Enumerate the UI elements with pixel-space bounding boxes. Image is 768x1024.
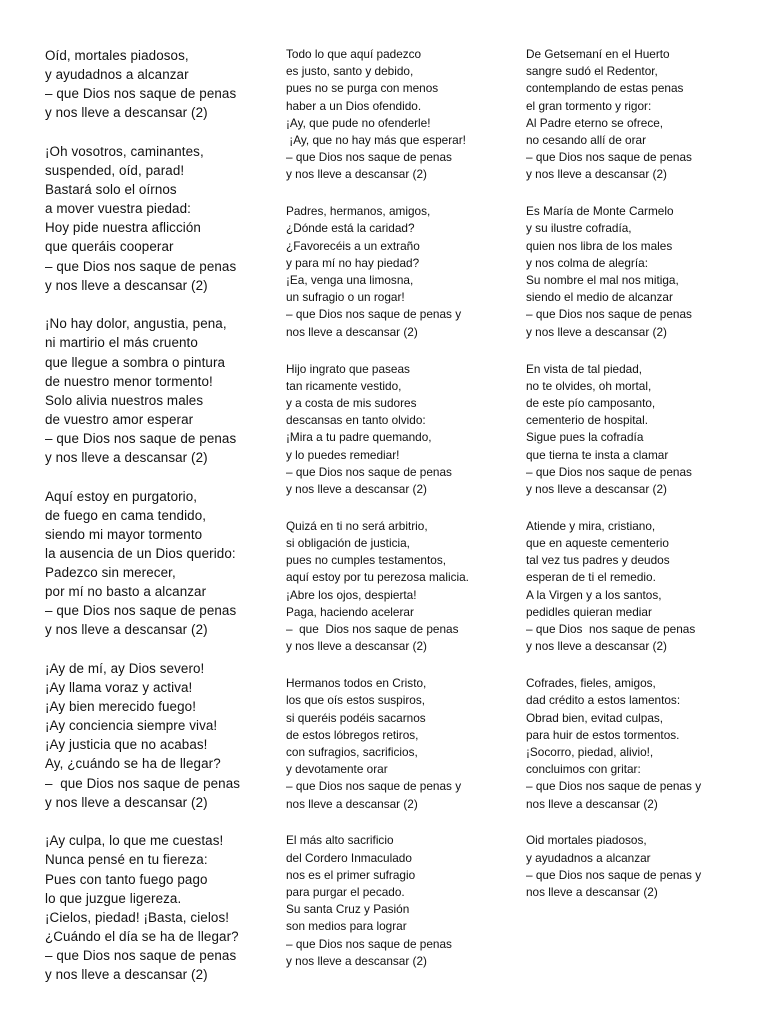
- verse-line: Hoy pide nuestra aflicción: [45, 220, 201, 236]
- verse-line: ¡No hay dolor, angustia, pena,: [45, 316, 227, 332]
- verse-line: del Cordero Inmaculado: [286, 850, 412, 865]
- verse-line: quien nos libra de los males: [526, 238, 673, 253]
- verse-line: que queráis cooperar: [45, 239, 174, 255]
- verse-line: Su santa Cruz y Pasión: [286, 902, 410, 917]
- verse-line: ¡Socorro, piedad, alivio!,: [526, 744, 654, 759]
- verse-line: – que Dios nos saque de penas: [45, 430, 237, 446]
- verse-line: Ay, ¿cuándo se ha de llegar?: [45, 756, 221, 772]
- verse-line: ¡Ea, venga una limosna,: [286, 273, 414, 288]
- verse-line: los que oís estos suspiros,: [286, 693, 426, 708]
- verse-line: nos lleve a descansar (2): [286, 796, 418, 811]
- verse-line: ¡Mira a tu padre quemando,: [286, 430, 432, 445]
- stanza: [286, 832, 516, 970]
- verse-line: de vuestro amor esperar: [45, 411, 194, 427]
- verse-line: De Getsemaní en el Huerto: [526, 47, 670, 61]
- verse-line: y nos lleve a descansar (2): [286, 167, 427, 182]
- verse-line: y nos lleve a descansar (2): [45, 105, 208, 121]
- verse-line: la ausencia de un Dios querido:: [45, 545, 236, 561]
- verse-line: no cesando allí de orar: [526, 132, 647, 147]
- verse-line: – que Dios nos saque de penas: [45, 258, 237, 274]
- verse-line: nos lleve a descansar (2): [526, 885, 658, 900]
- lyrics-column-middle: [286, 46, 516, 990]
- verse-line: ¡Abre los ojos, despierta!: [286, 587, 417, 602]
- verse-line: que llegue a sombra o pintura: [45, 354, 226, 370]
- verse-line: – que Dios nos saque de penas: [45, 775, 241, 791]
- verse-line: y ayudadnos a alcanzar: [526, 850, 651, 865]
- verse-line: y lo puedes remediar!: [286, 447, 400, 462]
- verse-line: ¿Favorecéis a un extraño: [286, 238, 420, 253]
- verse-line: ¡Ay conciencia siempre viva!: [45, 718, 218, 734]
- verse-line: y nos lleve a descansar (2): [286, 953, 427, 968]
- verse-line: Bastará solo el oírnos: [45, 182, 177, 198]
- verse-line: y nos lleve a descansar (2): [526, 481, 667, 496]
- verse-line: – que Dios nos saque de penas: [526, 622, 696, 637]
- verse-line: – que Dios nos saque de penas: [45, 603, 237, 619]
- verse-line: nos es el primer sufragio: [286, 867, 416, 882]
- stanza: [286, 675, 516, 813]
- verse-line: ¡Ay, que pude no ofenderle!: [286, 115, 431, 130]
- verse-line: Su nombre el mal nos mitiga,: [526, 273, 679, 288]
- stanza: [526, 675, 758, 813]
- verse-line: haber a un Dios ofendido.: [286, 98, 422, 113]
- verse-line: ¡Ay justicia que no acabas!: [45, 737, 208, 753]
- verse-line: a mover vuestra piedad:: [45, 201, 191, 217]
- verse-line: si queréis podéis sacarnos: [286, 710, 426, 725]
- stanza: [286, 46, 516, 184]
- verse-line: y nos lleve a descansar (2): [526, 167, 667, 182]
- verse-line: y su ilustre cofradía,: [526, 221, 632, 236]
- stanza: [45, 142, 270, 295]
- verse-line: Quizá en ti no será arbitrio,: [286, 518, 428, 533]
- verse-line: pues no se purga con menos: [286, 81, 439, 96]
- verse-line: – que Dios nos saque de penas y: [526, 867, 702, 882]
- verse-line: ¡Oh vosotros, caminantes,: [45, 143, 204, 159]
- verse-line: Padres, hermanos, amigos,: [286, 204, 431, 219]
- verse-line: que en aqueste cementerio: [526, 536, 669, 551]
- verse-line: ¡Ay llama voraz y activa!: [45, 680, 193, 696]
- verse-line: de este pío camposanto,: [526, 395, 656, 410]
- verse-line: Hermanos todos en Cristo,: [286, 676, 427, 691]
- stanza: [45, 659, 270, 812]
- verse-line: A la Virgen y a los santos,: [526, 587, 662, 602]
- verse-line: y nos lleve a descansar (2): [286, 481, 427, 496]
- verse-line: Solo alivia nuestros males: [45, 392, 204, 408]
- verse-line: – que Dios nos saque de penas y: [286, 307, 462, 322]
- verse-line: ¡Cielos, piedad! ¡Basta, cielos!: [45, 909, 230, 925]
- stanza: [286, 203, 516, 341]
- verse-line: es justo, santo y debido,: [286, 64, 414, 79]
- stanza: [45, 314, 270, 467]
- verse-line: pedidles quieran mediar: [526, 604, 652, 619]
- stanza: [45, 46, 270, 122]
- verse-line: Pues con tanto fuego pago: [45, 871, 208, 887]
- verse-line: son medios para lograr: [286, 919, 407, 934]
- verse-line: aquí estoy por tu perezosa malicia.: [286, 570, 469, 585]
- verse-line: y nos lleve a descansar (2): [45, 622, 208, 638]
- verse-line: y nos lleve a descansar (2): [45, 967, 208, 982]
- verse-line: – que Dios nos saque de penas: [286, 150, 452, 165]
- verse-line: Oíd, mortales piadosos,: [45, 48, 189, 63]
- stanza: [526, 518, 758, 656]
- verse-line: ¿Cuándo el día se ha de llegar?: [45, 928, 239, 944]
- verse-line: nos lleve a descansar (2): [526, 796, 658, 811]
- verse-line: ¡Ay bien merecido fuego!: [45, 699, 197, 715]
- verse-line: dad crédito a estos lamentos:: [526, 693, 681, 708]
- verse-line: no te olvides, oh mortal,: [526, 378, 652, 393]
- stanza: [526, 832, 758, 901]
- verse-line: ni martirio el más cruento: [45, 335, 198, 351]
- stanza: [286, 518, 516, 656]
- verse-line: lo que juzgue ligereza.: [45, 890, 182, 906]
- verse-line: esperan de ti el remedio.: [526, 570, 656, 585]
- verse-line: concluimos con gritar:: [526, 762, 641, 777]
- verse-line: el gran tormento y rigor:: [526, 98, 652, 113]
- verse-line: tan ricamente vestido,: [286, 378, 402, 393]
- verse-line: pues no cumples testamentos,: [286, 553, 447, 568]
- verse-line: Padezco sin merecer,: [45, 565, 176, 581]
- verse-line: si obligación de justicia,: [286, 536, 410, 551]
- verse-line: suspended, oíd, parad!: [45, 163, 185, 179]
- lyrics-column-left: [45, 46, 270, 1004]
- verse-line: El más alto sacrificio: [286, 833, 394, 848]
- verse-line: y nos lleve a descansar (2): [526, 639, 667, 654]
- stanza: [526, 203, 758, 341]
- verse-line: Hijo ingrato que paseas: [286, 361, 410, 376]
- verse-line: – que Dios nos saque de penas: [526, 307, 692, 322]
- verse-line: ¡Ay de mí, ay Dios severo!: [45, 661, 205, 676]
- verse-line: ¿Dónde está la caridad?: [286, 221, 415, 236]
- stanza: [45, 487, 270, 640]
- verse-line: y a costa de mis sudores: [286, 395, 417, 410]
- verse-line: y nos lleve a descansar (2): [45, 277, 208, 293]
- verse-line: nos lleve a descansar (2): [286, 324, 418, 339]
- verse-line: de fuego en cama tendido,: [45, 507, 207, 523]
- verse-line: para purgar el pecado.: [286, 885, 405, 900]
- verse-line: Sigue pues la cofradía: [526, 430, 644, 445]
- verse-line: con sufragios, sacrificios,: [286, 744, 418, 759]
- verse-line: – que Dios nos saque de penas: [526, 150, 692, 165]
- verse-line: Nunca pensé en tu fiereza:: [45, 852, 208, 868]
- verse-line: contemplando de estas penas: [526, 81, 684, 96]
- verse-line: siendo mi mayor tormento: [45, 526, 203, 542]
- verse-line: En vista de tal piedad,: [526, 361, 643, 376]
- verse-line: Es María de Monte Carmelo: [526, 204, 674, 219]
- verse-line: – que Dios nos saque de penas: [45, 947, 237, 963]
- lyrics-column-right: [526, 46, 758, 921]
- verse-line: Todo lo que aquí padezco: [286, 47, 422, 61]
- verse-line: Atiende y mira, cristiano,: [526, 518, 656, 533]
- verse-line: y devotamente orar: [286, 762, 388, 777]
- verse-line: y nos lleve a descansar (2): [526, 324, 667, 339]
- verse-line: tal vez tus padres y deudos: [526, 553, 670, 568]
- verse-line: para huir de estos tormentos.: [526, 727, 680, 742]
- verse-line: descansas en tanto olvido:: [286, 413, 426, 428]
- verse-line: y nos lleve a descansar (2): [45, 449, 208, 465]
- verse-line: – que Dios nos saque de penas: [526, 464, 692, 479]
- verse-line: – que Dios nos saque de penas: [45, 86, 237, 102]
- verse-line: Oid mortales piadosos,: [526, 833, 647, 848]
- verse-line: cementerio de hospital.: [526, 413, 648, 428]
- verse-line: de estos lóbregos retiros,: [286, 727, 419, 742]
- stanza: [286, 361, 516, 499]
- verse-line: que tierna te insta a clamar: [526, 447, 669, 462]
- verse-line: Cofrades, fieles, amigos,: [526, 676, 656, 691]
- verse-line: ¡Ay, que no hay más que esperar!: [286, 132, 466, 147]
- stanza: [45, 831, 270, 984]
- verse-line: de nuestro menor tormento!: [45, 373, 213, 389]
- verse-line: un sufragio o un rogar!: [286, 290, 405, 305]
- verse-line: – que Dios nos saque de penas y: [286, 779, 462, 794]
- verse-line: Al Padre eterno se ofrece,: [526, 115, 664, 130]
- verse-line: – que Dios nos saque de penas: [286, 936, 452, 951]
- verse-line: – que Dios nos saque de penas: [286, 464, 452, 479]
- verse-line: – que Dios nos saque de penas: [286, 622, 459, 637]
- verse-line: sangre sudó el Redentor,: [526, 64, 658, 79]
- verse-line: Obrad bien, evitad culpas,: [526, 710, 664, 725]
- verse-line: y nos lleve a descansar (2): [286, 639, 427, 654]
- verse-line: y nos colma de alegría:: [526, 255, 648, 270]
- verse-line: Paga, haciendo acelerar: [286, 604, 414, 619]
- verse-line: por mí no basto a alcanzar: [45, 584, 207, 600]
- verse-line: – que Dios nos saque de penas y: [526, 779, 702, 794]
- verse-line: y ayudadnos a alcanzar: [45, 67, 189, 83]
- verse-line: y para mí no hay piedad?: [286, 255, 420, 270]
- stanza: [526, 361, 758, 499]
- stanza: [526, 46, 758, 184]
- verse-line: ¡Ay culpa, lo que me cuestas!: [45, 833, 224, 849]
- verse-line: y nos lleve a descansar (2): [45, 794, 208, 810]
- verse-line: siendo el medio de alcanzar: [526, 290, 673, 305]
- verse-line: Aquí estoy en purgatorio,: [45, 488, 198, 504]
